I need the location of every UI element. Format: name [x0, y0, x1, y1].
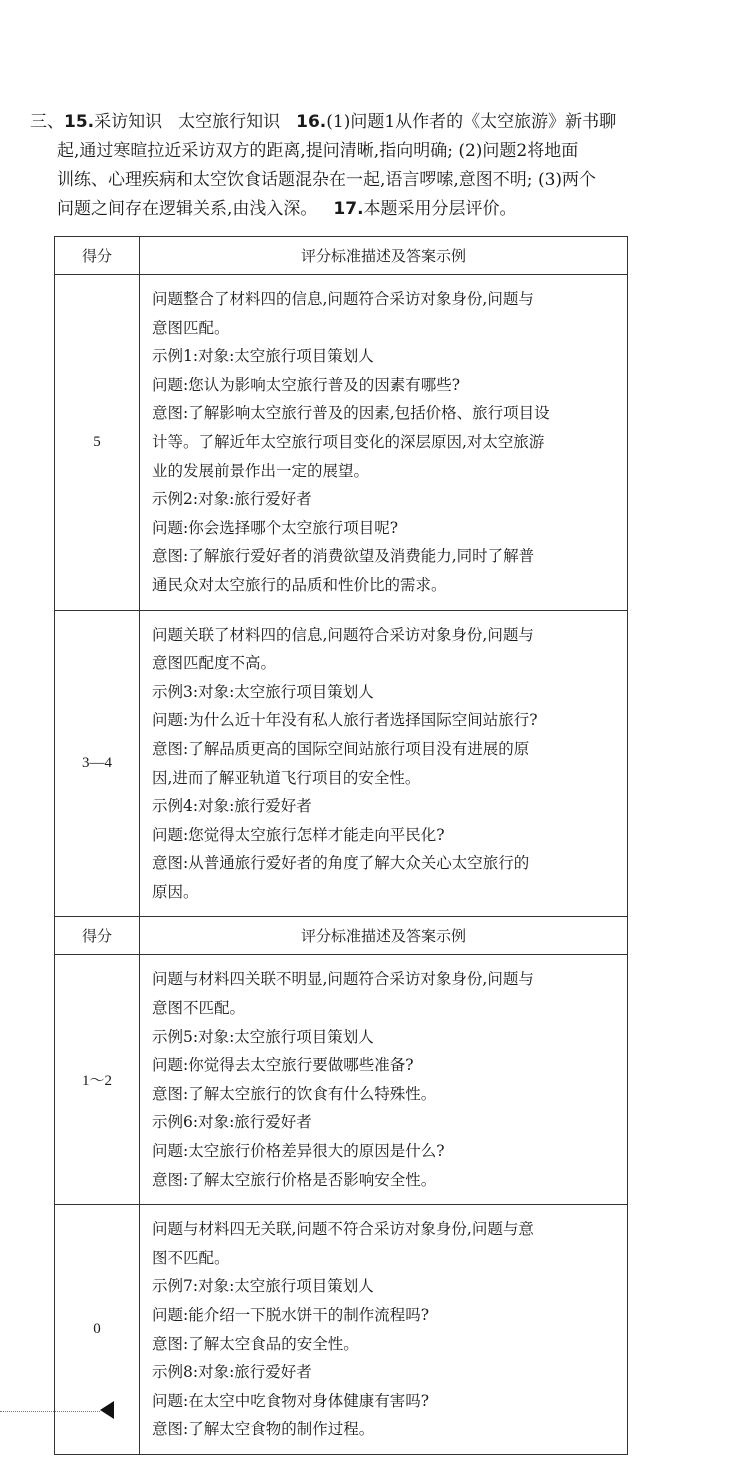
- table-header-repeat: [55, 917, 628, 955]
- q15-answer-2: 太空旅行知识: [178, 112, 281, 132]
- desc-cell: [140, 275, 628, 611]
- desc-line: 意图:了解旅行爱好者的消费欲望及消费能力,同时了解普: [152, 547, 535, 566]
- q16-text: (1)问题1从作者的《太空旅游》新书聊: [326, 112, 617, 132]
- q15-answer-1: 采访知识: [94, 112, 163, 132]
- desc-line: 问题:太空旅行价格差异很大的原因是什么?: [152, 1142, 445, 1161]
- q15-number: 15.: [64, 112, 95, 132]
- header-desc: 评分标准描述及答案示例: [140, 237, 628, 275]
- section-marker: 三、: [30, 112, 64, 132]
- table-row: [55, 1205, 628, 1455]
- header-desc: 评分标准描述及答案示例: [140, 917, 628, 955]
- desc-line: 原因。: [152, 882, 199, 901]
- intro-line-3: 训练、心理疾病和太空饮食话题混杂在一起,语言啰嗦,意图不明; (3)两个: [57, 170, 597, 190]
- desc-line: 示例8:对象:旅行爱好者: [152, 1363, 312, 1382]
- desc-line: 意图不匹配。: [152, 999, 246, 1018]
- q16-number: 16.: [296, 112, 327, 132]
- desc-line: 意图:了解影响太空旅行普及的因素,包括价格、旅行项目设: [152, 404, 550, 423]
- desc-line: 意图:了解太空食物的制作过程。: [152, 1420, 375, 1439]
- desc-line: 问题:为什么近十年没有私人旅行者选择国际空间站旅行?: [152, 711, 538, 730]
- desc-line: 图不匹配。: [152, 1248, 230, 1267]
- desc-line: 问题与材料四关联不明显,问题符合采访对象身份,问题与: [152, 970, 534, 989]
- desc-line: 示例4:对象:旅行爱好者: [152, 797, 312, 816]
- desc-line: 问题:你会选择哪个太空旅行项目呢?: [152, 518, 399, 537]
- header-score: 得分: [55, 237, 140, 275]
- q16-conclusion: 问题之间存在逻辑关系,由浅入深。: [57, 199, 318, 219]
- desc-line: 意图:了解品质更高的国际空间站旅行项目没有进展的原: [152, 739, 530, 758]
- desc-line: 意图:从普通旅行爱好者的角度了解大众关心太空旅行的: [152, 854, 530, 873]
- desc-line: 示例2:对象:旅行爱好者: [152, 490, 312, 509]
- desc-line: 意图:了解太空旅行价格是否影响安全性。: [152, 1170, 437, 1189]
- desc-line: 示例5:对象:太空旅行项目策划人: [152, 1027, 374, 1046]
- scoring-table: [54, 236, 628, 1455]
- intro-line-2: 起,通过寒暄拉近采访双方的距离,提问清晰,指向明确; (2)问题2将地面: [57, 141, 579, 161]
- desc-line: 问题整合了材料四的信息,问题符合采访对象身份,问题与: [152, 290, 534, 308]
- desc-cell: [140, 955, 628, 1205]
- intro-line-4: [30, 195, 720, 224]
- desc-line: 问题:您觉得太空旅行怎样才能走向平民化?: [152, 825, 445, 844]
- desc-line: 问题:能介绍一下脱水饼干的制作流程吗?: [152, 1306, 430, 1324]
- desc-line: 问题:您认为影响太空旅行普及的因素有哪些?: [152, 375, 461, 394]
- score-cell: 0: [55, 1205, 140, 1455]
- table-row: [55, 275, 628, 611]
- desc-line: 意图:了解太空旅行的饮食有什么特殊性。: [152, 1084, 437, 1103]
- desc-line: 示例7:对象:太空旅行项目策划人: [152, 1277, 374, 1296]
- score-cell: 1～2: [55, 955, 140, 1205]
- desc-line: 业的发展前景作出一定的展望。: [152, 461, 370, 480]
- score-cell: 5: [55, 275, 140, 611]
- desc-line: 因,进而了解亚轨道飞行项目的安全性。: [152, 768, 421, 787]
- answer-intro: [30, 108, 720, 224]
- desc-line: 意图匹配。: [152, 318, 230, 337]
- desc-line: 计等。了解近年太空旅行项目变化的深层原因,对太空旅游: [152, 432, 545, 451]
- intro-line-1: [30, 108, 720, 137]
- desc-line: 问题:你觉得去太空旅行要做哪些准备?: [152, 1056, 414, 1075]
- desc-line: 通民众对太空旅行的品质和性价比的需求。: [152, 575, 447, 594]
- header-score: 得分: [55, 917, 140, 955]
- score-cell: 3—4: [55, 610, 140, 917]
- desc-line: 问题关联了材料四的信息,问题符合采访对象身份,问题与: [152, 625, 534, 644]
- table-header: [55, 237, 628, 275]
- desc-cell: [140, 1205, 628, 1455]
- table-row: [55, 955, 628, 1205]
- desc-line: 示例1:对象:太空旅行项目策划人: [152, 347, 374, 366]
- desc-line: 意图:了解太空食品的安全性。: [152, 1334, 359, 1353]
- desc-cell: [140, 610, 628, 917]
- table-row: [55, 610, 628, 917]
- q17-number: 17.: [333, 199, 364, 219]
- footer-dotted-line: [0, 1411, 100, 1412]
- q17-text: 本题采用分层评价。: [363, 199, 517, 219]
- desc-line: 问题与材料四无关联,问题不符合采访对象身份,问题与意: [152, 1220, 534, 1239]
- desc-line: 示例3:对象:太空旅行项目策划人: [152, 682, 374, 701]
- desc-line: 示例6:对象:旅行爱好者: [152, 1113, 312, 1132]
- desc-line: 意图匹配度不高。: [152, 654, 277, 673]
- desc-line: 问题:在太空中吃食物对身体健康有害吗?: [152, 1391, 430, 1410]
- page-arrow-icon: [100, 1401, 114, 1419]
